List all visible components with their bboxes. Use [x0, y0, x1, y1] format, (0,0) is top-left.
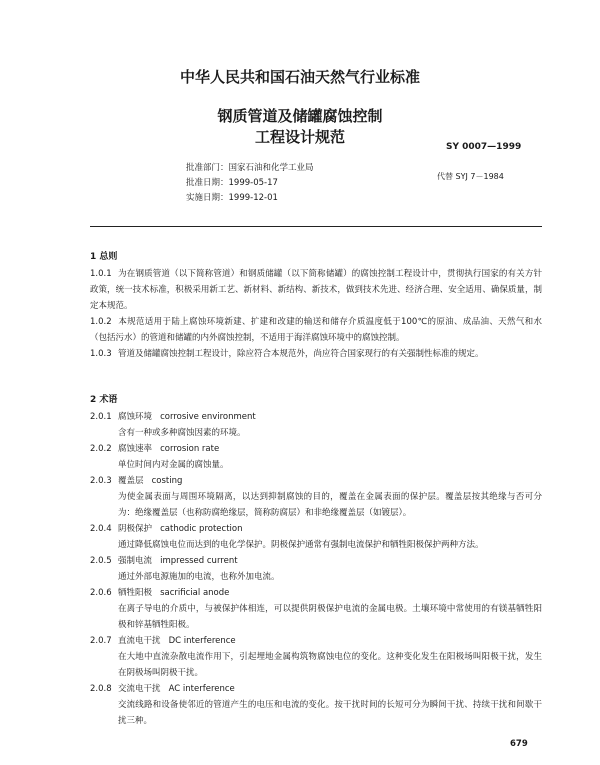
- approval-info: [186, 161, 314, 206]
- term-en: AC interference: [168, 684, 235, 694]
- term-definition: 单位时间内对金属的腐蚀量。: [118, 460, 229, 470]
- supersedes-note: 代替 SYJ 7－1984: [437, 172, 504, 181]
- clause-number: 1.0.3: [90, 349, 112, 359]
- term-en: corrosive environment: [160, 412, 256, 422]
- term-en: impressed current: [160, 556, 238, 566]
- term-number: 2.0.3: [90, 476, 112, 486]
- term-number: 2.0.4: [90, 524, 112, 534]
- term-en: corrosion rate: [160, 444, 220, 454]
- section-terms-body: [90, 409, 542, 729]
- term-item: [90, 409, 542, 441]
- document-title-line2: 工程设计规范: [254, 128, 345, 146]
- header-divider: [90, 226, 542, 227]
- industry-standard-title: 中华人民共和国石油天然气行业标准: [179, 68, 420, 86]
- term-en: sacrificial anode: [160, 588, 230, 598]
- implementation-date: 实施日期：1999-12-01: [186, 193, 278, 203]
- term-heading: [90, 585, 542, 601]
- term-number: 2.0.2: [90, 444, 112, 454]
- clause-text: 本规范适用于陆上腐蚀环境新建、扩建和改建的输送和储存介质温度低于100℃的原油、成品油、天然气和水（包括污水）的管道和储罐的内外腐蚀控制，不适用于海洋腐蚀环境中的腐蚀控制。: [90, 317, 542, 343]
- term-number: 2.0.1: [90, 412, 112, 422]
- approval-date: 批准日期：1999-05-17: [186, 178, 278, 188]
- term-heading: [90, 681, 542, 697]
- term-number: 2.0.8: [90, 684, 112, 694]
- approval-department: 批准部门：国家石油和化学工业局: [186, 163, 314, 173]
- standard-code: SY 0007—1999: [446, 142, 522, 152]
- term-definition: 通过外部电源施加的电流，也称外加电流。: [118, 572, 280, 582]
- term-heading: [90, 409, 542, 425]
- term-item: [90, 441, 542, 473]
- term-zh: 强制电流: [118, 556, 153, 566]
- term-en: DC interference: [168, 636, 236, 646]
- clause: [90, 314, 542, 346]
- term-number: 2.0.6: [90, 588, 112, 598]
- clause-text: 管道及储罐腐蚀控制工程设计，除应符合本规范外，尚应符合国家现行的有关强制性标准的规定。: [118, 349, 484, 359]
- term-en: costing: [151, 476, 183, 486]
- term-number: 2.0.5: [90, 556, 112, 566]
- term-heading: [90, 473, 542, 489]
- term-zh: 腐蚀速率: [118, 444, 153, 454]
- section-general-heading: 1 总则: [90, 252, 118, 262]
- term-zh: 交流电干扰: [118, 684, 161, 694]
- clause-text: 为在钢质管道（以下简称管道）和钢质储罐（以下简称储罐）的腐蚀控制工程设计中，贯彻执行国家的有关方针政策，统一技术标准，积极采用新工艺、新材料、新结构、新技术，做到技术先进、经济合理、安全适用、确保质量，制定本规范。: [90, 269, 542, 311]
- page-number: 679: [510, 739, 528, 749]
- term-en: cathodic protection: [160, 524, 243, 534]
- term-definition: 为使金属表面与周围环境隔离，以达到抑制腐蚀的目的，覆盖在金属表面的保护层。覆盖层按其绝缘与否可分为：绝缘覆盖层（也称防腐绝缘层，简称防腐层）和非绝缘覆盖层（如镀层）。: [118, 492, 542, 518]
- term-heading: [90, 633, 542, 649]
- section-terms-heading: 2 术语: [90, 395, 118, 405]
- section-general-body: [90, 266, 542, 362]
- document-title-line1: 钢质管道及储罐腐蚀控制: [217, 107, 383, 125]
- term-item: [90, 585, 542, 633]
- term-heading: [90, 521, 542, 537]
- term-definition: 含有一种或多种腐蚀因素的环境。: [118, 428, 246, 438]
- term-item: [90, 633, 542, 681]
- clause-number: 1.0.1: [90, 269, 112, 279]
- term-zh: 牺牲阳极: [118, 588, 153, 598]
- term-item: [90, 553, 542, 585]
- term-number: 2.0.7: [90, 636, 112, 646]
- term-heading: [90, 553, 542, 569]
- term-definition: 交流线路和设备使邻近的管道产生的电压和电流的变化。按干扰时间的长短可分为瞬间干扰、持续干扰和间歇干扰三种。: [118, 700, 542, 726]
- term-definition: 在大地中直流杂散电流作用下，引起埋地金属构筑物腐蚀电位的变化。这种变化发生在阳极场叫阳极干扰，发生在阴极场叫阴极干扰。: [118, 652, 542, 678]
- term-definition: 在离子导电的介质中，与被保护体相连，可以提供阴极保护电流的金属电极。土壤环境中常使用的有镁基牺牲阳极和锌基牺牲阳极。: [118, 604, 542, 630]
- term-definition: 通过降低腐蚀电位而达到的电化学保护。阴极保护通常有强制电流保护和牺牲阳极保护两种方法。: [118, 540, 484, 550]
- clause: [90, 346, 542, 362]
- term-item: [90, 473, 542, 521]
- term-zh: 覆盖层: [118, 476, 144, 486]
- term-item: [90, 681, 542, 729]
- term-zh: 直流电干扰: [118, 636, 161, 646]
- term-item: [90, 521, 542, 553]
- term-heading: [90, 441, 542, 457]
- term-zh: 腐蚀环境: [118, 412, 153, 422]
- term-zh: 阴极保护: [118, 524, 153, 534]
- clause: [90, 266, 542, 314]
- clause-number: 1.0.2: [90, 317, 112, 327]
